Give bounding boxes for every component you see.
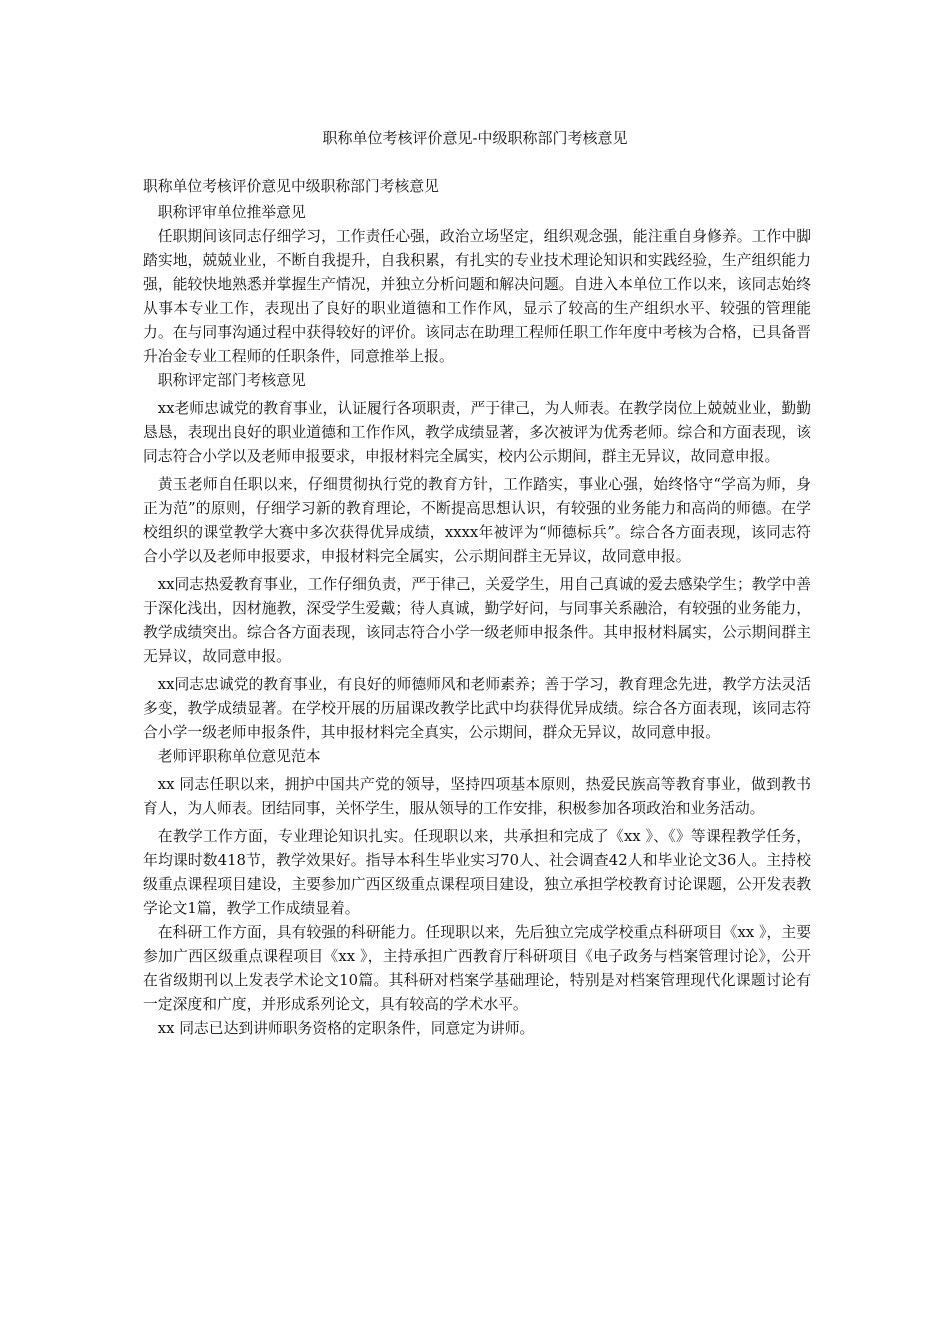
paragraph: xx同志忠诚党的教育事业，有良好的师德师风和老师素养；善于学习，教育理念先进，教学方法灵活多变，教学成绩显著。在学校开展的历届课改教学比武中均获得优异成绩。综合各方面表现，该同志符合小学一级老师申报条件，其申报材料完全真实，公示期间，群众无异议，故同意申报。 bbox=[143, 676, 811, 741]
section-heading: 职称评定部门考核意见 bbox=[157, 372, 306, 389]
paragraph: 黄玉老师自任职以来，仔细贯彻执行党的教育方针，工作踏实，事业心强，始终恪守“学高为师，身正为范”的原则，仔细学习新的教育理论，不断提高思想认识，有较强的业务能力和高尚的师德。在学校组织的课堂教学大赛中多次获得优异成绩，xxxx年被评为“师德标兵”。综合各方面表现，该同志符合小学以及老师申报要求，申报材料完全属实，公示期间群主无异议，故同意申报。 bbox=[143, 476, 811, 565]
section-heading: 老师评职称单位意见范本 bbox=[157, 748, 321, 765]
paragraph: xx 同志已达到讲师职务资格的定职条件，同意定为讲师。 bbox=[157, 1020, 535, 1037]
document-subtitle: 职称单位考核评价意见中级职称部门考核意见 bbox=[143, 178, 439, 195]
paragraph: xx同志热爱教育事业，工作仔细负责，严于律己，关爱学生，用自己真诚的爱去感染学生；教学中善于深化浅出，因材施教，深受学生爱戴；待人真诚，勤学好问，与同事关系融洽，有较强的业务能力，教学成绩突出。综合各方面表现，该同志符合小学一级老师申报条件。其申报材料属实，公示期间群主无异议，故同意申报。 bbox=[143, 576, 811, 665]
section-heading: 职称评审单位推举意见 bbox=[157, 204, 306, 221]
document-title: 职称单位考核评价意见-中级职称部门考核意见 bbox=[322, 129, 628, 147]
paragraph: 任职期间该同志仔细学习，工作责任心强，政治立场坚定，组织观念强，能注重自身修养。工作中脚踏实地，兢兢业业，不断自我提升，自我积累，有扎实的专业技术理论知识和实践经验，生产组织能力强，能较快地熟悉并掌握生产情况，并独立分析问题和解决问题。自进入本单位工作以来，该同志始终从事本专业工作，表现出了良好的职业道德和工作作风，显示了较高的生产组织水平、较强的管理能力。在与同事沟通过程中获得较好的评价。该同志在助理工程师任职工作年度中考核为合格，已具备晋升冶金专业工程师的任职条件，同意推举上报。 bbox=[143, 228, 811, 365]
document-body bbox=[143, 175, 811, 1041]
paragraph: 在科研工作方面，具有较强的科研能力。任现职以来，先后独立完成学校重点科研项目《xx 》，主要参加广西区级重点课程项目《xx 》，主持承担广西教育厅科研项目《电子政务与档案管理讨论》，公开在省级期刊以上发表学术论文10篇。其科研对档案学基础理论，特别是对档案管理现代化课题讨论有一定深度和广度，并形成系列论文，具有较高的学术水平。 bbox=[143, 924, 811, 1013]
paragraph: xx老师忠诚党的教育事业，认证履行各项职责，严于律己，为人师表。在教学岗位上兢兢业业，勤勤恳恳，表现出良好的职业道德和工作作风，教学成绩显著，多次被评为优秀老师。综合和方面表现，该同志符合小学以及老师申报要求，申报材料完全属实，校内公示期间，群主无异议，故同意申报。 bbox=[143, 400, 811, 465]
paragraph: xx 同志任职以来，拥护中国共产党的领导，坚持四项基本原则，热爱民族高等教育事业，做到教书育人，为人师表。团结同事，关怀学生，服从领导的工作安排，积极参加各项政治和业务活动。 bbox=[143, 776, 811, 817]
paragraph: 在教学工作方面，专业理论知识扎实。任现职以来，共承担和完成了《xx 》、《》等课程教学任务，年均课时数418节，教学效果好。指导本科生毕业实习70人、社会调查42人和毕业论文36人。主持校级重点课程项目建设，主要参加广西区级重点课程项目建设，独立承担学校教育讨论课题，公开发表教学论文1篇，教学工作成绩显着。 bbox=[143, 828, 811, 917]
